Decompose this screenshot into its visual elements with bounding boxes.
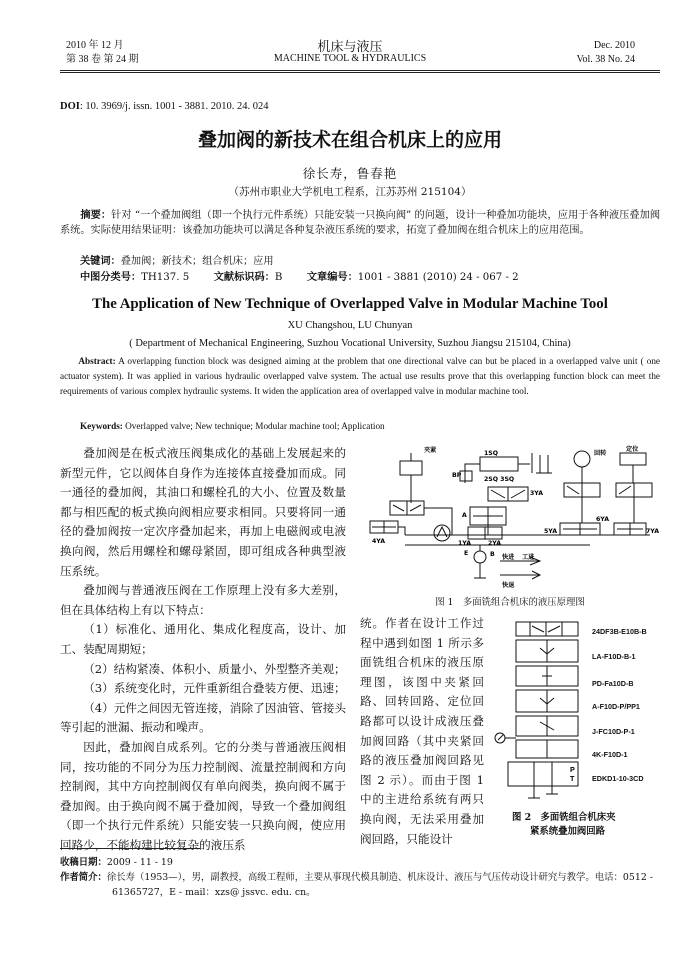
label-3ya: 3YA: [530, 490, 543, 497]
keywords-cn-text: 叠加阀；新技术；组合机床；应用: [120, 256, 274, 267]
label-rotate: 回转: [594, 450, 607, 457]
abstract-cn: [60, 208, 660, 238]
author-bio: [60, 871, 660, 900]
fig2-label-5: J-FC10D-P-1: [592, 727, 635, 736]
body-paragraph: 叠加阀与普通液压阀在工作原理上没有多大差别，但在具体结构上有以下特点：: [60, 583, 346, 617]
keywords-en-label: Keywords:: [80, 421, 123, 431]
label-b: B: [490, 551, 495, 558]
fig2-label-3: PD-Fa10D-B: [592, 679, 634, 688]
header-date-en: Dec. 2010: [593, 40, 635, 51]
body-paragraph: 因此，叠加阀自成系列。它的分类与普通液压阀相同，按功能的不同分为压力控制阀、流量控制阀和方向控制阀，其中方向控制阀仅有单向阀类，换向阀不属于叠加阀。由于换向阀不属于叠加阀，导致一个叠加阀组（即一个执行元件系统）只能安装一只换向阀，使应用回路少，不能构建比较复杂的液压系: [60, 739, 346, 852]
keywords-cn: [80, 254, 660, 269]
fig2-label-7: EDKD1-10-3CD: [592, 774, 644, 783]
figure-1-hydraulic-schematic: [360, 443, 660, 593]
doc-code-value: B: [274, 272, 283, 283]
label-a: A: [462, 512, 467, 519]
clc-label: 中图分类号：: [80, 271, 142, 283]
stack-layer-directional-valve: [516, 622, 578, 636]
header-volume-en: Vol. 38 No. 24: [576, 54, 635, 65]
received-date: [60, 856, 660, 871]
doi-label: DOI: [60, 101, 80, 112]
pressure-relay-bp: [460, 471, 472, 481]
label-7ya: 7YA: [646, 528, 659, 535]
feature-item: （2）结构紧凑、体积小、质量小、外型整齐美观；: [83, 661, 346, 676]
bio-label: 作者简介：: [60, 872, 107, 883]
figure-2-valve-stack: [490, 618, 590, 808]
label-1sq: 1SQ: [484, 450, 499, 457]
feature-item: （1）标准化、通用化、集成化程度高，设计、加工、装配周期短；: [60, 622, 346, 656]
header-rule: [60, 70, 660, 71]
doc-code-label: 文献标识码：: [213, 271, 275, 283]
affiliation-cn: （苏州市职业大学机电工程系，江苏苏州 215104）: [228, 186, 472, 198]
label-2sq3sq: 2SQ 3SQ: [484, 476, 515, 483]
label-fast: 快进: [502, 554, 515, 561]
title-cn: 叠加阀的新技术在组合机床上的应用: [197, 129, 502, 151]
label-clamp: 夹紧: [424, 447, 437, 454]
abstract-cn-text: 针对 “一个叠加阀组（即一个执行元件系统）只能安装一只换向阀” 的问题，设计一种叠加功能块，应用于各种液压叠加阀系统。实际使用结果证明：该叠加功能块可以满足各种复杂液压系统的要求，拓宽了叠加阀在组合机床上的应用范围。: [60, 210, 661, 236]
title-en: The Application of New Technique of Overlapped Valve in Modular Machine Tool: [92, 296, 608, 312]
received-label: 收稿日期：: [60, 857, 107, 868]
label-1ya: 1YA: [458, 540, 471, 547]
keywords-en-text: Overlapped valve; New technique; Modular machine tool; Application: [125, 421, 385, 431]
bio-text: 徐长寿（1953—），男，副教授，高级工程师，主要从事现代模具制造、机床设计、液压与气压传动设计研究与教学。电话：0512 - 61365727，E - mail：xzs@ jssvc. edu. cn。: [106, 872, 653, 898]
feature-item: （4）元件之间因无管连接，消除了因油管、管接头等引起的泄漏、振动和噪声。: [60, 700, 346, 735]
figure-1-labels: [372, 445, 659, 589]
fig2-label-2: LA-F10D-B-1: [592, 652, 636, 661]
figure-2-caption-line2: 紧系统叠加阀回路: [530, 826, 606, 837]
header-rule-2: [60, 72, 660, 73]
header-volume-cn: 第 38 卷 第 24 期: [66, 54, 139, 65]
article-number-value: 1001 - 3881 (2010) 24 - 067 - 2: [357, 272, 519, 283]
fig2-label-6: 4K-F10D-1: [592, 750, 628, 759]
flow-control-symbol: [474, 551, 486, 563]
label-2ya: 2YA: [488, 540, 501, 547]
clamp-cylinder: [400, 461, 422, 475]
received-value: 2009 - 11 - 19: [106, 857, 173, 868]
label-6ya: 6YA: [596, 516, 609, 523]
authors-cn: 徐长寿，鲁春艳: [302, 166, 398, 181]
clc-value: TH137. 5: [141, 272, 190, 283]
label-work: 工进: [522, 554, 535, 561]
label-4ya: 4YA: [372, 538, 385, 545]
body-left-column: [60, 444, 346, 855]
footnote-rule: [60, 848, 200, 849]
body-right-column: 统。作者在设计工作过程中遇到如图 1 所示多面铣组合机床的液压原理图，该图中夹紧回路、回转回路、定位回路都可以设计成液压叠加阀回路（其中夹紧回路的液压叠加阀回路见图 2 示）。而由于图 1 中的主进给系统有两只换向阀，无法采用叠加阀回路，只能设计: [360, 616, 484, 846]
body-paragraph: 叠加阀是在板式液压阀集成化的基础上发展起来的新型元件，它以阀体自身作为连接体直接叠加而成。同一通径的叠加阀，其油口和螺栓孔的大小、位置及数量都与相匹配的板式换向阀相应要求相同。只要将同一通径的叠加阀按一定次序叠加起来，再加上电磁阀或电液换向阀，然后用螺栓和螺母紧固，即可组成各种典型液压系统。: [60, 446, 346, 578]
abstract-en-label: Abstract:: [78, 356, 116, 366]
label-bp: BP: [452, 472, 462, 479]
keywords-cn-label: 关键词：: [80, 255, 121, 267]
label-locate: 定位: [626, 446, 639, 453]
label-5ya: 5YA: [544, 528, 557, 535]
fig2-label-1: 24DF3B-E10B-B: [592, 627, 647, 636]
keywords-en: [80, 419, 660, 434]
locate-cylinder: [620, 453, 646, 465]
port-p-label: P: [570, 765, 575, 774]
affiliation-en: ( Department of Mechanical Engineering, Suzhou Vocational University, Suzhou Jiangsu 215104, China): [129, 338, 571, 349]
rotate-actuator: [574, 451, 590, 467]
stack-base-plate: [508, 762, 578, 786]
classification-line: [80, 270, 660, 285]
header-date-cn: 2010 年 12 月: [66, 40, 124, 51]
port-t-label: T: [570, 774, 575, 783]
figure-2-caption-line1: 图 2 多面铣组合机床夹: [512, 812, 616, 823]
label-rapid-back: 快退: [502, 582, 515, 589]
abstract-en: [60, 354, 660, 399]
doi-value: 10. 3969/j. issn. 1001 - 3881. 2010. 24. 024: [85, 101, 269, 112]
authors-en: XU Changshou, LU Chunyan: [287, 320, 413, 331]
abstract-cn-label: 摘要：: [80, 209, 112, 221]
header-journal-en: MACHINE TOOL & HYDRAULICS: [273, 53, 427, 64]
fig2-label-4: A-F10D-P/PP1: [592, 702, 640, 711]
article-number-label: 文章编号：: [306, 271, 358, 283]
feed-cylinder: [480, 457, 518, 471]
figure-1-caption: 图 1 多面铣组合机床的液压原理图: [435, 597, 585, 608]
abstract-en-text: A overlapping function block was designed aiming at the problem that one directional valve can but be placed in a overlapped valve unit ( one actuator system). It was applied in various hydraulic overlapped valve system. The actual use results prove that this overlapping function block can meet the requirements of various complex hydraulic systems. It widen the application area of overlapped valve in modular machine tool.: [60, 356, 660, 396]
label-e: E: [464, 550, 469, 557]
doi: DOI: 10. 3969/j. issn. 1001 - 3881. 2010. 24. 024: [60, 101, 269, 112]
feature-item: （3）系统变化时，元件重新组合叠装方便、迅速；: [83, 681, 346, 696]
header-journal-cn: 机床与液压: [317, 39, 383, 54]
